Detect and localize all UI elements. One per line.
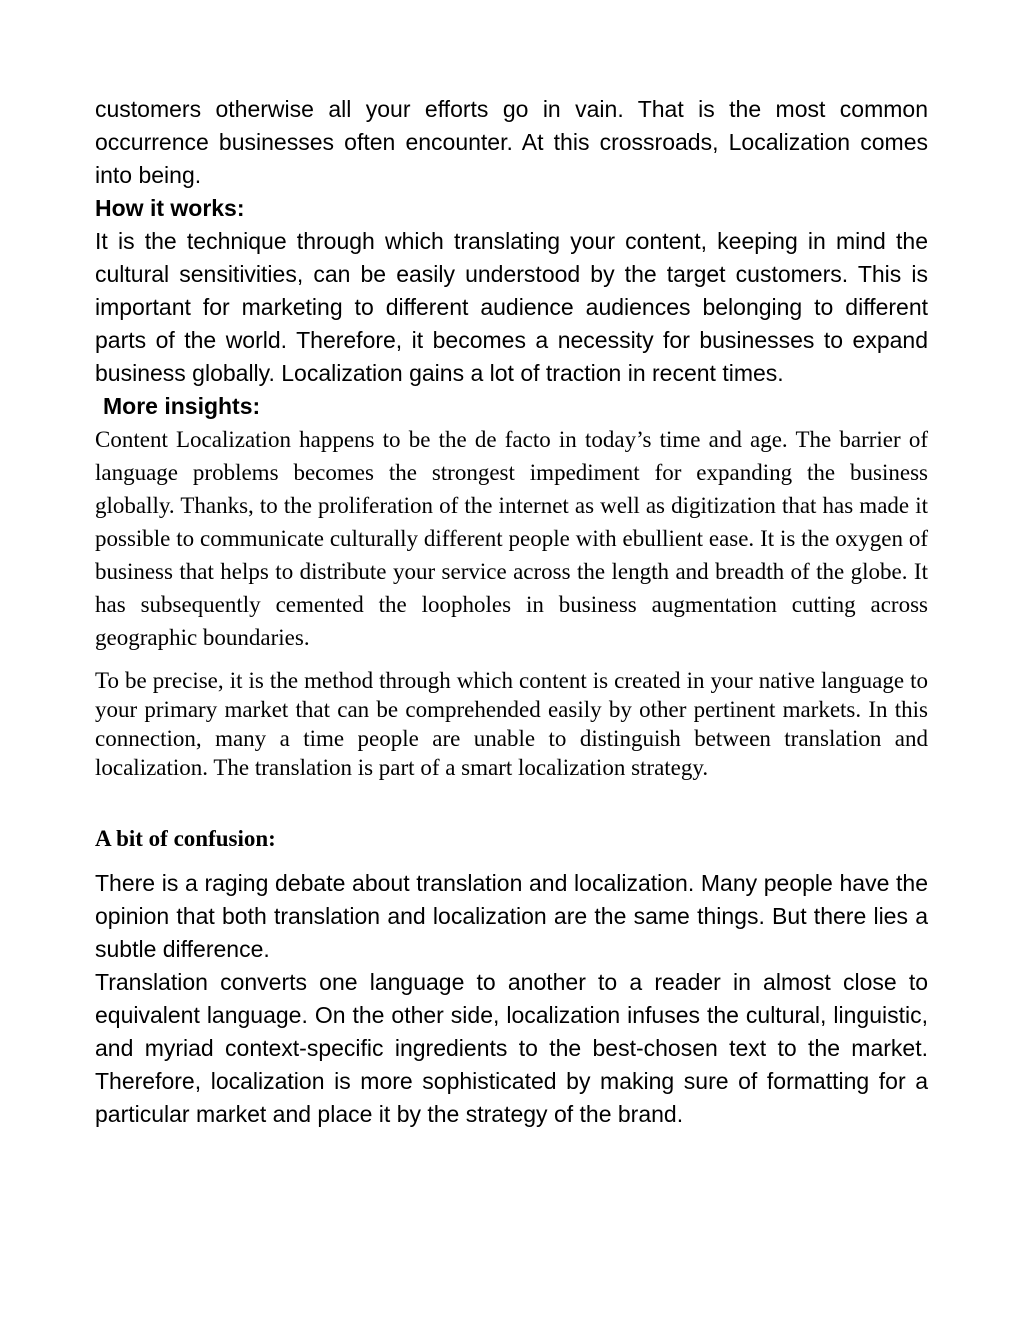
more-insights-paragraph: Content Localization happens to be the de facto in today’s time and age. The barrier of language problems becomes the strongest impediment for expanding the business globally. Thanks, to the proliferation of the internet as well as digitization that has made it possible to communicate culturally different people with ebullient ease. It is the oxygen of business that helps to distribute your service across the length and breadth of the globe. It has subsequently cemented the loopholes in business augmentation cutting across geographic boundaries. bbox=[95, 427, 928, 650]
intro-paragraph: customers otherwise all your efforts go in vain. That is the most common occurrence businesses often encounter. At this crossroads, Localization comes into being. bbox=[95, 96, 928, 188]
how-it-works-heading: How it works: bbox=[95, 195, 245, 221]
confusion-paragraph-1: There is a raging debate about translation and localization. Many people have the opinion that both translation and localization are the same things. But there lies a subtle difference. bbox=[95, 870, 928, 962]
confusion-heading: A bit of confusion: bbox=[95, 826, 276, 851]
precise-paragraph: To be precise, it is the method through which content is created in your native language to your primary market that can be comprehended easily by other pertinent markets. In this connection, many a time people are unable to distinguish between translation and localization. The translation is part of a smart localization strategy. bbox=[95, 668, 928, 780]
document-page bbox=[95, 93, 928, 1131]
how-it-works-paragraph: It is the technique through which translating your content, keeping in mind the cultural sensitivities, can be easily understood by the target customers. This is important for marketing to different audience audiences belonging to different parts of the world. Therefore, it becomes a necessity for businesses to expand business globally. Localization gains a lot of traction in recent times. bbox=[95, 228, 928, 386]
confusion-paragraph-2: Translation converts one language to another to a reader in almost close to equivalent language. On the other side, localization infuses the cultural, linguistic, and myriad context-specific ingredients to the best-chosen text to the market. Therefore, localization is more sophisticated by making sure of formatting for a particular market and place it by the strategy of the brand. bbox=[95, 969, 928, 1127]
more-insights-heading: More insights: bbox=[103, 393, 261, 419]
